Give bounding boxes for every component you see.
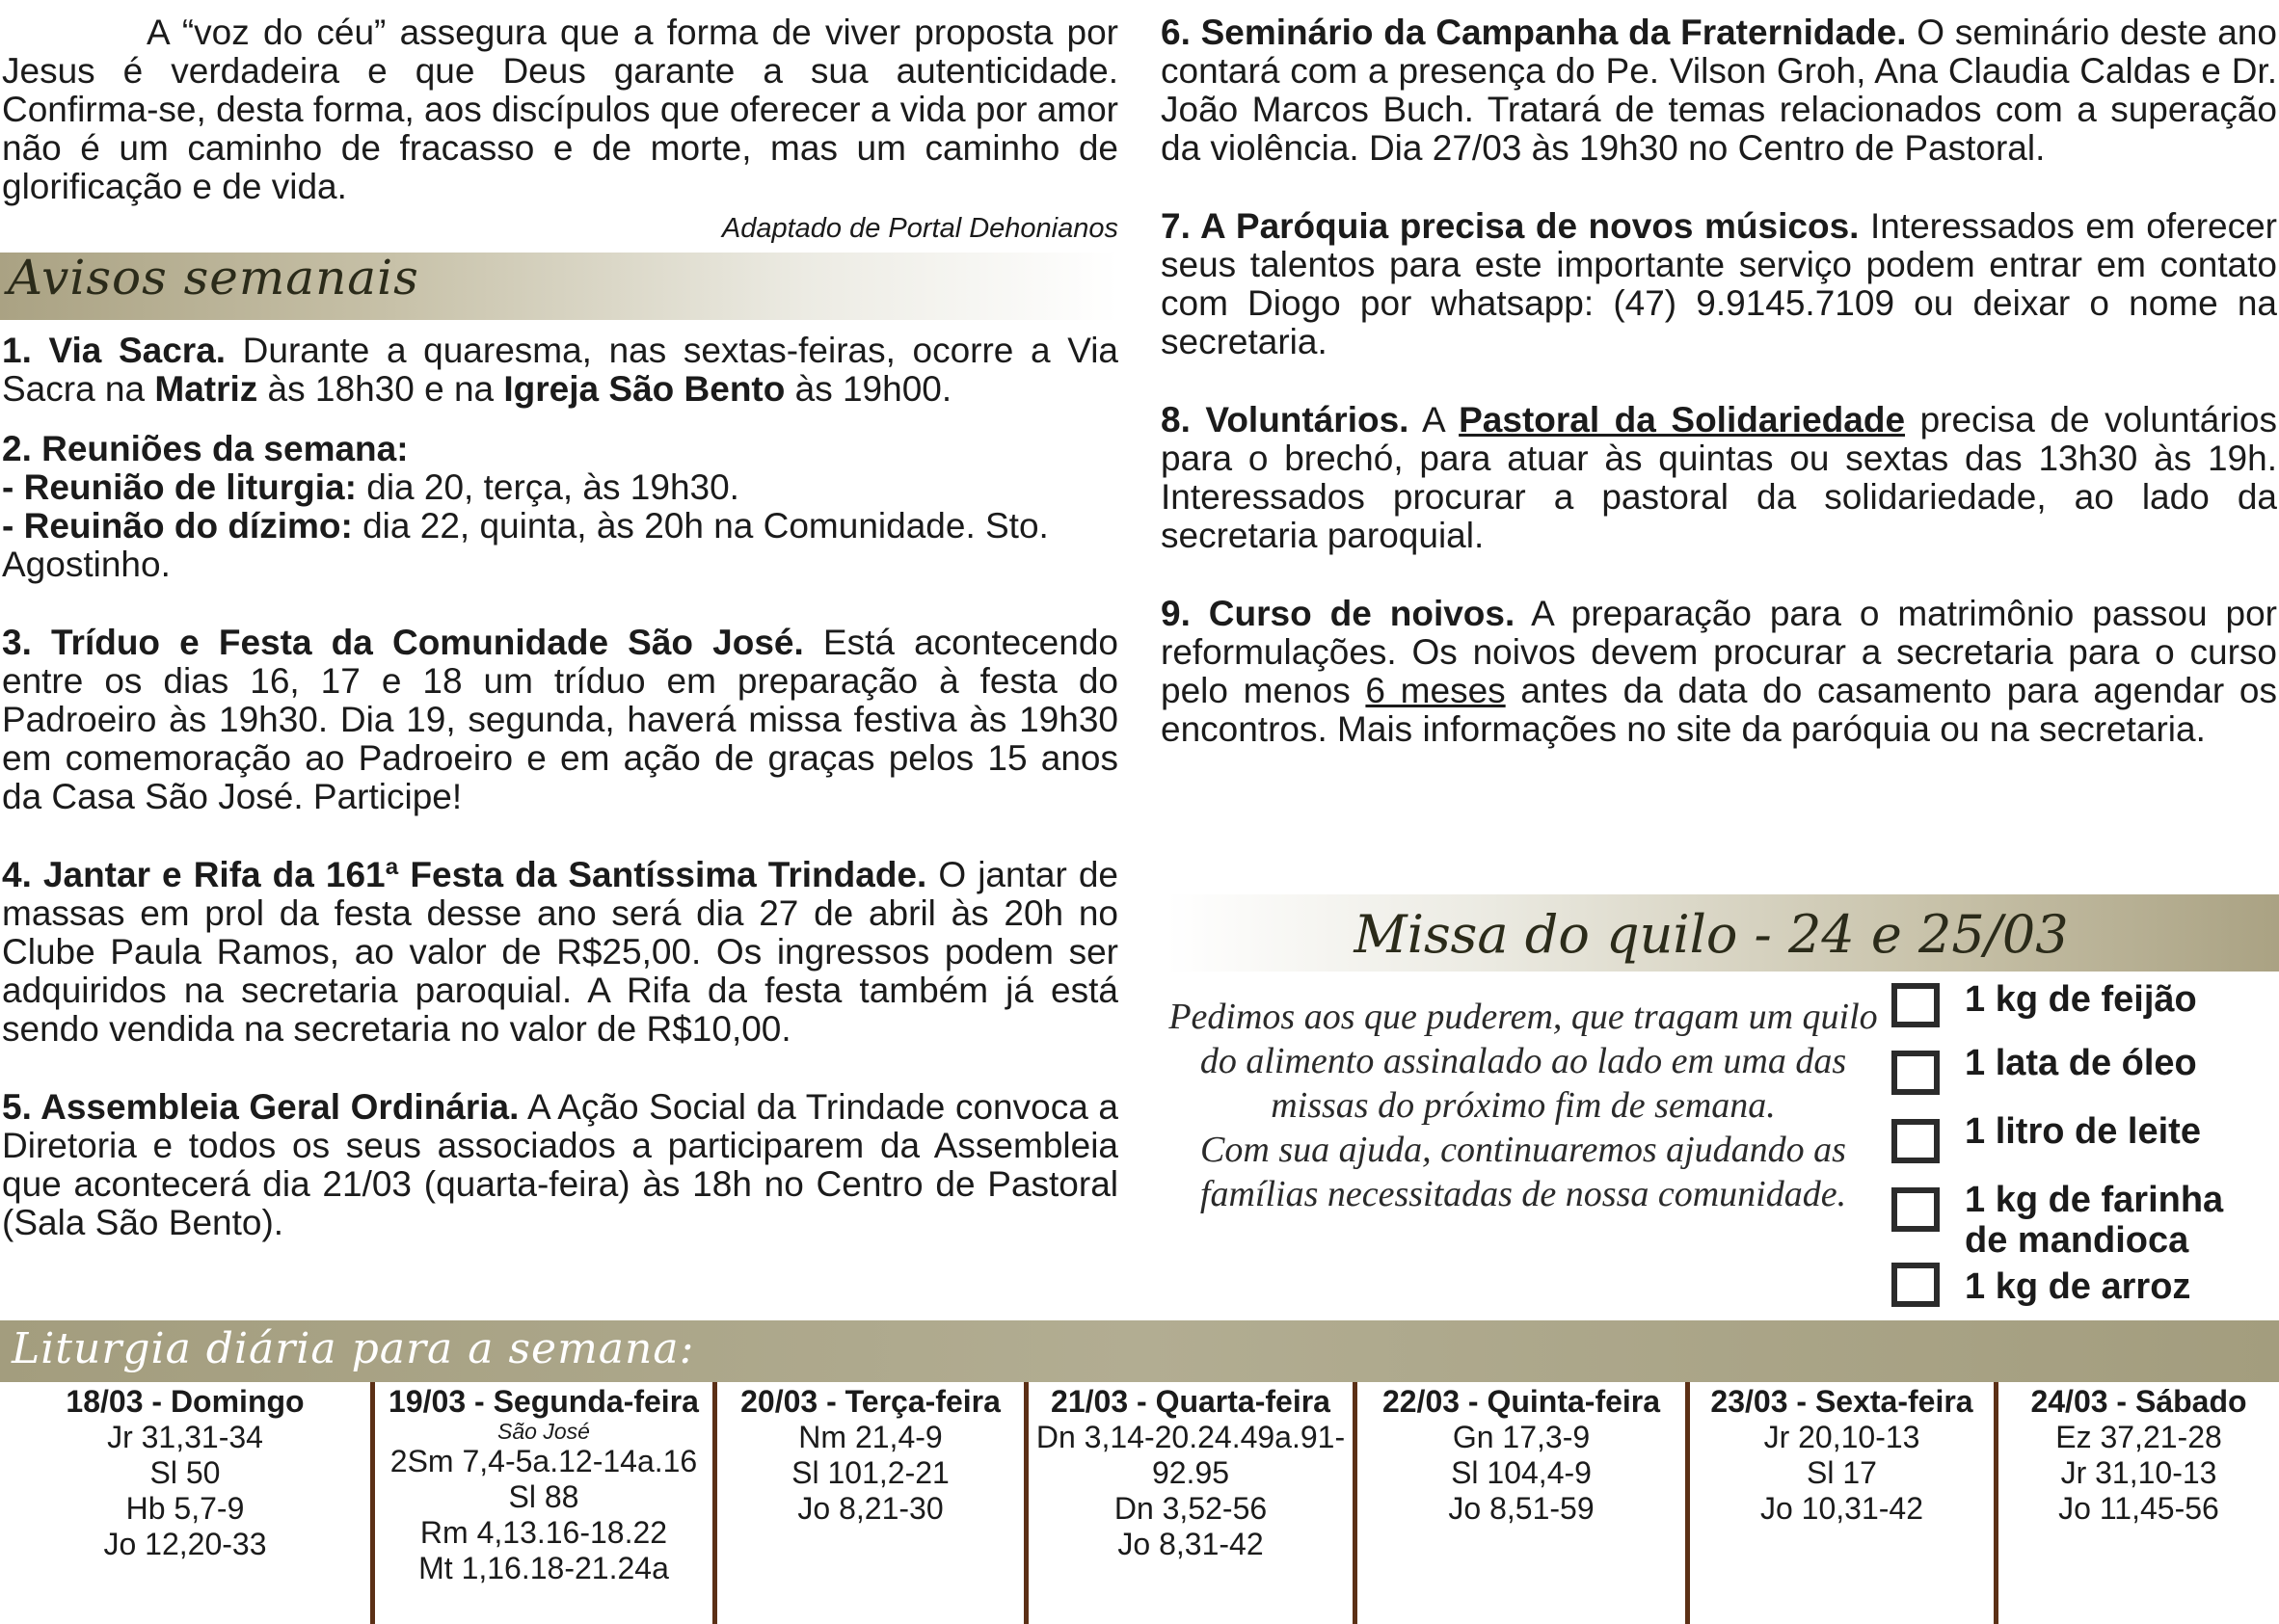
quilo-item-1-label: 1 kg de feijão	[1965, 979, 2197, 1020]
liturgia-title: Liturgia diária para a semana:	[12, 1324, 695, 1373]
aviso-2-line-1-label: - Reunião de liturgia:	[2, 467, 357, 507]
aviso-4-title: 4. Jantar e Rifa da 161ª Festa da Santíssima Trindade.	[2, 855, 927, 894]
quilo-item-3-label: 1 litro de leite	[1965, 1111, 2201, 1152]
reading: Jo 8,21-30	[797, 1491, 944, 1526]
aviso-2-line-2-text: dia 22, quinta, às 20h na Comunidade. Sto. Agostinho.	[2, 506, 1049, 584]
aviso-2-title: 2. Reuniões da semana:	[2, 429, 409, 468]
reading: Jo 10,31-42	[1759, 1491, 1923, 1526]
day-header: 22/03 - Quinta-feira	[1381, 1384, 1661, 1419]
aviso-2	[2, 430, 1118, 584]
checkbox-5[interactable]	[1891, 1263, 1940, 1307]
reading: Jo 11,45-56	[2058, 1491, 2219, 1526]
quilo-item-5-label: 1 kg de arroz	[1965, 1266, 2191, 1307]
aviso-1-title: 1. Via Sacra.	[2, 331, 227, 370]
quilo-item-2-label: 1 lata de óleo	[1965, 1043, 2197, 1083]
reading: Jr 20,10-13	[1763, 1420, 1920, 1454]
aviso-8-text-2: precisa de voluntários para o brechó, para atuar às quintas ou sextas das 13h30 às 19h. Interessados procurar a pastoral da solidariedade, ao lado da secretaria paroquial.	[1161, 400, 2277, 555]
aviso-1-bold-igreja: Igreja São Bento	[503, 369, 786, 409]
liturgia-table	[0, 1382, 2279, 1624]
aviso-1	[2, 332, 1118, 409]
aviso-9-title: 9. Curso de noivos.	[1161, 594, 1515, 633]
reading: Sl 17	[1807, 1455, 1877, 1490]
aviso-2-line-1-text: dia 20, terça, às 19h30.	[356, 467, 739, 507]
quilo-request: Pedimos aos que puderem, que tragam um quilo do alimento assinalado ao lado em uma das missas do próximo fim de semana.	[1168, 997, 1878, 1126]
aviso-3-text: Está acontecendo entre os dias 16, 17 e 18 um tríduo em preparação à festa do Padroeiro às 19h30. Dia 19, segunda, haverá missa festiva às 19h30 em comemoração ao Padroeiro e em ação de graças pelos 15 anos da Casa São José. Participe!	[2, 623, 1118, 816]
day-column	[1029, 1382, 1353, 1624]
reading: Hb 5,7-9	[125, 1491, 245, 1526]
aviso-6-text: O seminário deste ano contará com a presença do Pe. Vilson Groh, Ana Claudia Caldas e Dr. João Marcos Buch. Tratará de temas relacionados com a superação da violência. Dia 27/03 às 19h30 no Centro de Pastoral.	[1161, 13, 2277, 168]
aviso-1-bold-matriz: Matriz	[154, 369, 258, 409]
reading: Jo 8,51-59	[1448, 1491, 1595, 1526]
day-column	[1357, 1382, 1685, 1624]
aviso-4-text: O jantar de massas em prol da festa desse ano será dia 27 de abril às 20h no Clube Paula Ramos, ao valor de R$25,00. Os ingressos podem ser adquiridos na secretaria paroquial. A Rifa da festa também já está sendo vendida na secretaria no valor de R$10,00.	[2, 855, 1118, 1049]
aviso-8-title: 8. Voluntários.	[1161, 400, 1409, 439]
reading: Ez 37,21-28	[2055, 1420, 2222, 1454]
avisos-title: Avisos semanais	[8, 250, 419, 306]
aviso-3-title: 3. Tríduo e Festa da Comunidade São José.	[2, 623, 804, 662]
avisos-banner	[0, 250, 1118, 320]
aviso-5-title: 5. Assembleia Geral Ordinária.	[2, 1087, 520, 1127]
day-column	[1690, 1382, 1994, 1624]
aviso-4	[2, 856, 1118, 1049]
right-column	[1161, 13, 2277, 749]
aviso-3	[2, 624, 1118, 816]
aviso-2-line-2-label: - Reuinão do dízimo:	[2, 506, 353, 546]
missa-do-quilo-section	[1166, 894, 2279, 1318]
aviso-7-text: Interessados em oferecer seus talentos para este importante serviço podem entrar em contato com Diogo por whatsapp: (47) 9.9145.7109 ou deixar o nome na secretaria.	[1161, 206, 2277, 361]
aviso-7	[1161, 207, 2277, 361]
reading: Sl 101,2-21	[791, 1455, 950, 1490]
aviso-1-text: Durante a quaresma, nas sextas-feiras, ocorre a Via Sacra na	[2, 331, 1118, 409]
credit-line: Adaptado de Portal Dehonianos	[721, 213, 1118, 244]
checkbox-4[interactable]	[1891, 1187, 1940, 1232]
day-header: 24/03 - Sábado	[2030, 1384, 2247, 1419]
aviso-9-underlined: 6 meses	[1365, 671, 1506, 710]
reading: Jo 12,20-33	[103, 1527, 267, 1561]
aviso-8-text: A	[1408, 400, 1460, 439]
checkbox-3[interactable]	[1891, 1119, 1940, 1163]
checkbox-2[interactable]	[1891, 1051, 1940, 1095]
day-column	[717, 1382, 1024, 1624]
aviso-8-underlined: Pastoral da Solidariedade	[1459, 400, 1906, 439]
day-column	[0, 1382, 370, 1624]
aviso-9-text: A preparação para o matrimônio passou por reformulações. Os noivos devem procurar a secretaria para o curso pelo menos	[1161, 594, 2278, 710]
reading: Sl 50	[149, 1455, 221, 1490]
day-header: 21/03 - Quarta-feira	[1051, 1384, 1330, 1419]
aviso-6	[1161, 13, 2277, 168]
intro-paragraph: A “voz do céu” assegura que a forma de viver proposta por Jesus é verdadeira e que Deus garante a sua autenticidade. Confirma-se, desta forma, aos discípulos que oferecer a vida por amor não é um caminho de fracasso e de morte, mas um caminho de glorificação e de vida.	[2, 13, 1118, 206]
day-header: 18/03 - Domingo	[66, 1384, 305, 1419]
aviso-1-text-3: às 19h00.	[785, 369, 952, 409]
reading: Dn 3,14-20.24.49a.91-92.95	[1035, 1420, 1346, 1490]
reading: 2Sm 7,4-5a.12-14a.16	[389, 1444, 698, 1478]
day-column	[1998, 1382, 2279, 1624]
checkbox-1[interactable]	[1891, 983, 1940, 1027]
aviso-6-title: 6. Seminário da Campanha da Fraternidade.	[1161, 13, 1907, 52]
aviso-9-text-2: antes da data do casamento para agendar os encontros. Mais informações no site da paróquia ou na secretaria.	[1161, 671, 2277, 749]
aviso-7-title: 7. A Paróquia precisa de novos músicos.	[1161, 206, 1860, 246]
aviso-5	[2, 1088, 1118, 1242]
reading: Mt 1,16.18-21.24a	[418, 1551, 669, 1585]
aviso-9	[1161, 595, 2277, 749]
quilo-title: Missa do quilo - 24 e 25/03	[1354, 904, 2069, 965]
left-column	[2, 13, 1118, 1242]
reading: Dn 3,52-56	[1113, 1491, 1268, 1526]
reading: Sl 104,4-9	[1451, 1455, 1592, 1490]
day-header: 20/03 - Terça-feira	[740, 1384, 1001, 1419]
quilo-item-4-label: 1 kg de farinha de mandioca	[1965, 1180, 2224, 1261]
day-header: 19/03 - Segunda-feira	[389, 1384, 699, 1419]
saint-name: São José	[497, 1419, 590, 1444]
reading: Sl 88	[508, 1479, 579, 1514]
reading: Jr 31,10-13	[2060, 1455, 2217, 1490]
day-header: 23/03 - Sexta-feira	[1710, 1384, 1973, 1419]
quilo-thanks: Com sua ajuda, continuaremos ajudando as famílias necessitadas de nossa comunidade.	[1199, 1130, 1847, 1214]
liturgia-banner	[0, 1320, 2279, 1382]
aviso-1-text-2: às 18h30 e na	[257, 369, 504, 409]
reading: Rm 4,13.16-18.22	[419, 1515, 668, 1550]
day-column	[375, 1382, 712, 1624]
reading: Jo 8,31-42	[1117, 1527, 1264, 1561]
aviso-8	[1161, 401, 2277, 555]
reading: Jr 31,31-34	[107, 1420, 263, 1454]
quilo-description	[1166, 995, 1880, 1216]
aviso-5-text: A Ação Social da Trindade convoca a Diretoria e todos os seus associados a participarem da Assembleia que acontecerá dia 21/03 (quarta-feira) às 18h no Centro de Pastoral (Sala São Bento).	[2, 1087, 1118, 1242]
reading: Gn 17,3-9	[1452, 1420, 1591, 1454]
reading: Nm 21,4-9	[798, 1420, 943, 1454]
